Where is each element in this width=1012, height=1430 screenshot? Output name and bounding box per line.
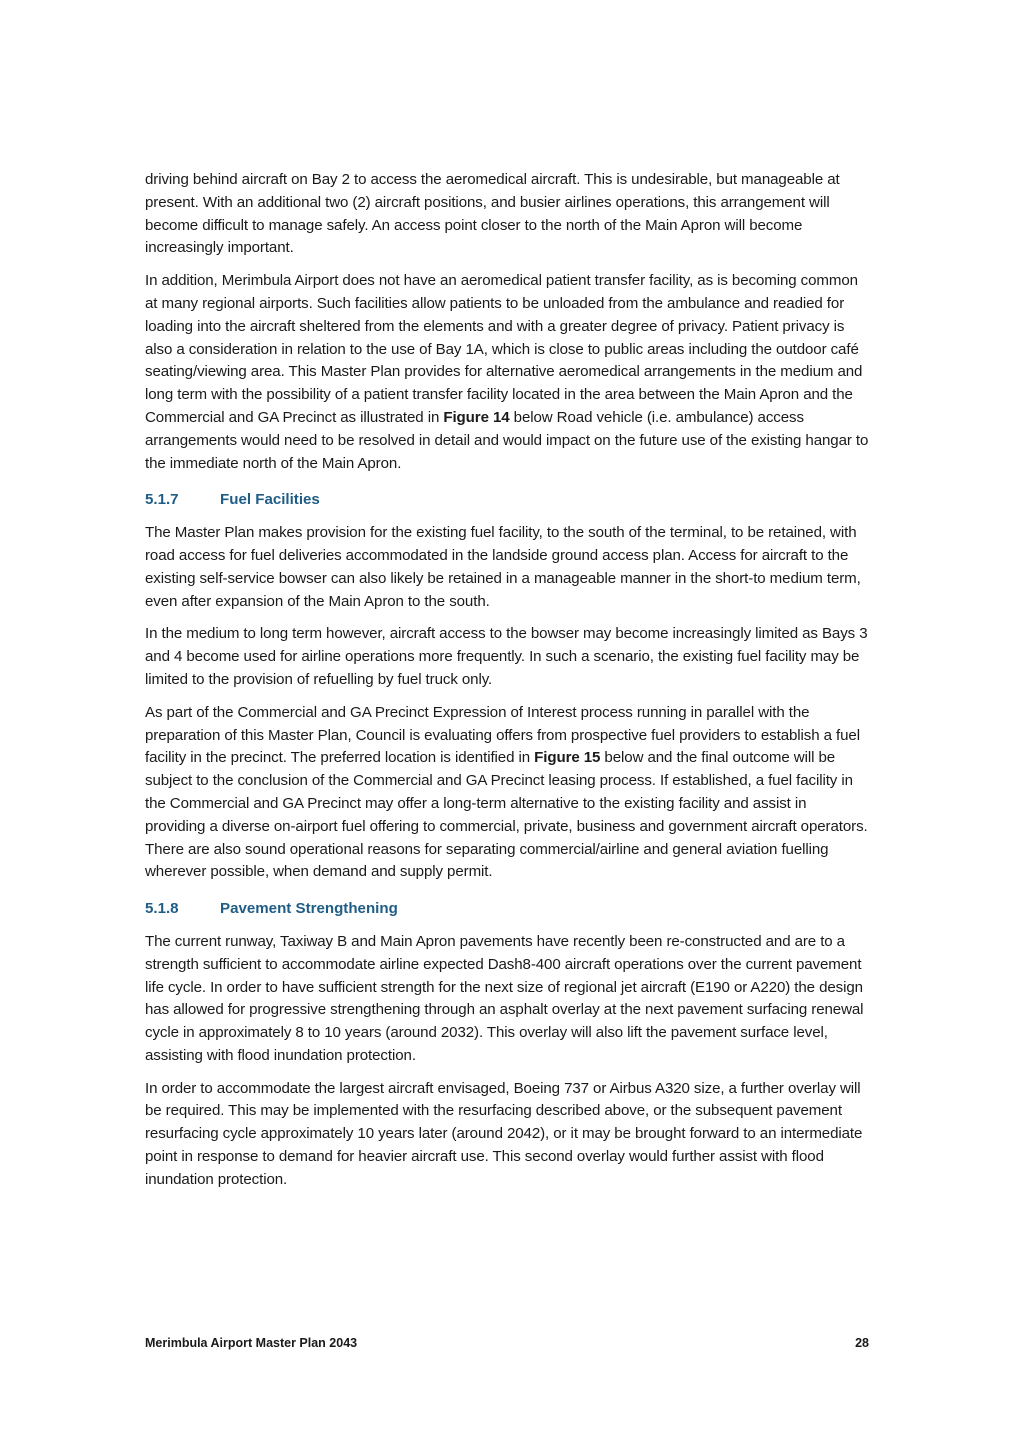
paragraph-fuel-medium-term: In the medium to long term however, aircraft access to the bowser may become increasingly limited as Bays 3 and 4 become used for airline operations more frequently. In such a scenario, the existing fuel facility may be limited to the provision of refuelling by fuel truck only. xyxy=(145,625,868,688)
paragraph-pavement-overlay: In order to accommodate the largest aircraft envisaged, Boeing 737 or Airbus A320 size, a further overlay will be required. This may be implemented with the resurfacing described above, or the subsequent pavement resurfacing cycle approximately 10 years later (around 2042), or it may be brought forward to an intermediate point in response to demand for heavier aircraft use. This second overlay would further assist with flood inundation protection. xyxy=(145,1079,863,1188)
figure-reference: Figure 14 xyxy=(443,408,510,426)
section-title: Pavement Strengthening xyxy=(220,900,398,918)
section-title: Fuel Facilities xyxy=(220,491,320,509)
paragraph-pavement-current: The current runway, Taxiway B and Main Apron pavements have recently been re-constructed and are to a strength sufficient to accommodate airline expected Dash8-400 aircraft operations over the current pavement life cycle. In order to have sufficient strength for the next size of regional jet aircraft (E190 or A220) the design has allowed for progressive strengthening through an asphalt overlay at the next pavement surfacing renewal cycle in approximately 8 to 10 years (around 2032). This overlay will also lift the pavement surface level, assisting with flood inundation protection. xyxy=(145,932,864,1064)
section-number: 5.1.8 xyxy=(145,900,179,918)
paragraph-aeromedical-access: driving behind aircraft on Bay 2 to access the aeromedical aircraft. This is undesirable, but manageable at present. With an additional two (2) aircraft positions, and busier airlines operations, this arrangement will become difficult to manage safely. An access point closer to the north of the Main Apron will become increasingly important. xyxy=(145,171,840,257)
paragraph-text: below Road vehicle (i.e. ambulance) access arrangements would need to be resolved in detail and would impact on the future use of the existing hangar to the immediate north of the Main Apron. xyxy=(145,408,869,472)
section-heading-fuel-facilities xyxy=(145,489,869,512)
paragraph-text: In addition, Merimbula Airport does not have an aeromedical patient transfer facility, as is becoming common at many regional airports. Such facilities allow patients to be unloaded from the ambulance and readied for loading into the aircraft sheltered from the elements and with a greater degree of privacy. Patient privacy is also a consideration in relation to the use of Bay 1A, which is close to public areas including the outdoor café seating/viewing area. This Master Plan provides for alternative aeromedical arrangements in the medium and long term with the possibility of a patient transfer facility located in the area between the Main Apron and the Commercial and GA Precinct as illustrated in xyxy=(145,272,863,426)
page-footer xyxy=(145,1336,869,1350)
page-number: 28 xyxy=(855,1336,869,1350)
paragraph-text: As part of the Commercial and GA Precinct Expression of Interest process running in parallel with the preparation of this Master Plan, Council is evaluating offers from prospective fuel providers to establish a fuel facility in the precinct. The preferred location is identified in xyxy=(145,703,860,767)
section-number: 5.1.7 xyxy=(145,491,179,509)
section-heading-pavement-strengthening xyxy=(145,898,869,921)
document-body xyxy=(145,169,869,1202)
footer-document-title: Merimbula Airport Master Plan 2043 xyxy=(145,1336,358,1350)
figure-reference: Figure 15 xyxy=(534,749,601,767)
paragraph-fuel-precinct xyxy=(145,702,869,884)
paragraph-text: below and the final outcome will be subject to the conclusion of the Commercial and GA Precinct leasing process. If established, a fuel facility in the Commercial and GA Precinct may offer a long-term alternative to the existing facility and assist in providing a diverse on-airport fuel offering to commercial, private, business and government aircraft operators. There are also sound operational reasons for separating commercial/airline and general aviation fuelling wherever possible, when demand and supply permit. xyxy=(145,749,868,881)
paragraph-patient-transfer xyxy=(145,270,869,475)
paragraph-fuel-existing: The Master Plan makes provision for the existing fuel facility, to the south of the terminal, to be retained, with road access for fuel deliveries accommodated in the landside ground access plan. Access for aircraft to the existing self-service bowser can also likely be retained in a manageable manner in the short-to medium term, even after expansion of the Main Apron to the south. xyxy=(145,524,861,610)
